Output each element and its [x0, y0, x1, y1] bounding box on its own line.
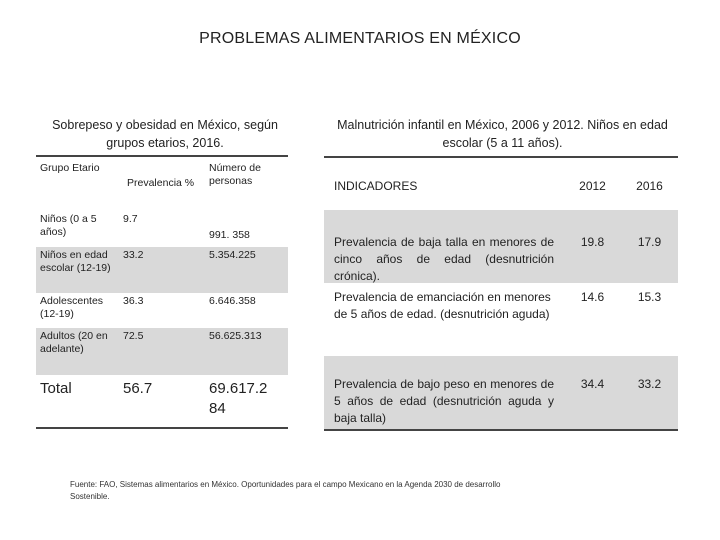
- malnutrition-table: [324, 156, 678, 431]
- right-table-caption: Malnutrición infantil en México, 2006 y 2012. Niños en edad escolar (5 a 11 años).: [337, 118, 668, 150]
- cell-prevalence: 9.7: [123, 213, 138, 225]
- cell-year-1: 19.8: [580, 235, 605, 249]
- header-group: Grupo Etario: [40, 162, 100, 174]
- cell-people: 6.646.358: [209, 295, 256, 307]
- cell-prevalence: 36.3: [123, 295, 144, 307]
- cell-people: 5.354.225: [209, 249, 256, 261]
- source-note: Fuente: FAO, Sistemas alimentarios en México. Oportunidades para el campo Mexicano en la Agenda 2030 de desarrollo Sostenible.: [70, 480, 501, 501]
- cell-year-2: 17.9: [637, 235, 662, 249]
- header-people: Número de personas: [209, 162, 261, 187]
- cell-group: Niños (0 a 5 años): [40, 213, 97, 238]
- header-indicator: INDICADORES: [334, 179, 418, 193]
- cell-year-1: 34.4: [580, 377, 605, 391]
- cell-prevalence: 72.5: [123, 330, 144, 342]
- cell-people: 56.625.313: [209, 330, 262, 342]
- table-row: [36, 328, 288, 375]
- table-header: [324, 158, 678, 210]
- header-prevalence: Prevalencia %: [127, 177, 195, 189]
- page-title: PROBLEMAS ALIMENTARIOS EN MÉXICO: [199, 30, 521, 47]
- cell-year-2: 33.2: [637, 377, 662, 391]
- cell-people: 991. 358: [209, 229, 250, 241]
- cell-prevalence: 33.2: [123, 249, 144, 261]
- table-row: [36, 247, 288, 293]
- cell-group: Niños en edad escolar (12-19): [40, 249, 111, 274]
- left-table-caption: Sobrepeso y obesidad en México, según grupos etarios, 2016.: [52, 118, 278, 150]
- table-row: [324, 283, 678, 356]
- cell-people: 69.617.2 84: [209, 380, 268, 417]
- cell-year-1: 14.6: [580, 290, 605, 304]
- cell-indicator: Prevalencia de bajo peso en menores de 5 años de edad (desnutrición aguda y baja talla): [334, 377, 554, 425]
- table-row: [36, 293, 288, 328]
- total-row: [36, 375, 288, 427]
- cell-prevalence: 56.7: [123, 380, 153, 397]
- header-year-1: 2012: [579, 179, 606, 193]
- cell-group: Adolescentes (12-19): [40, 295, 104, 320]
- cell-indicator: Prevalencia de emanciación en menores de 5 años de edad. (desnutrición aguda): [334, 290, 551, 321]
- table-header: [36, 157, 288, 211]
- cell-indicator: Prevalencia de baja talla en menores de cinco años de edad (desnutrición crónica).: [334, 235, 554, 283]
- table-row: [324, 356, 678, 429]
- table-row: [324, 210, 678, 283]
- overweight-table: [36, 155, 288, 429]
- cell-year-2: 15.3: [637, 290, 662, 304]
- cell-group: Adultos (20 en adelante): [40, 330, 108, 355]
- table-row: [36, 211, 288, 247]
- header-year-2: 2016: [636, 179, 663, 193]
- cell-group: Total: [40, 380, 72, 397]
